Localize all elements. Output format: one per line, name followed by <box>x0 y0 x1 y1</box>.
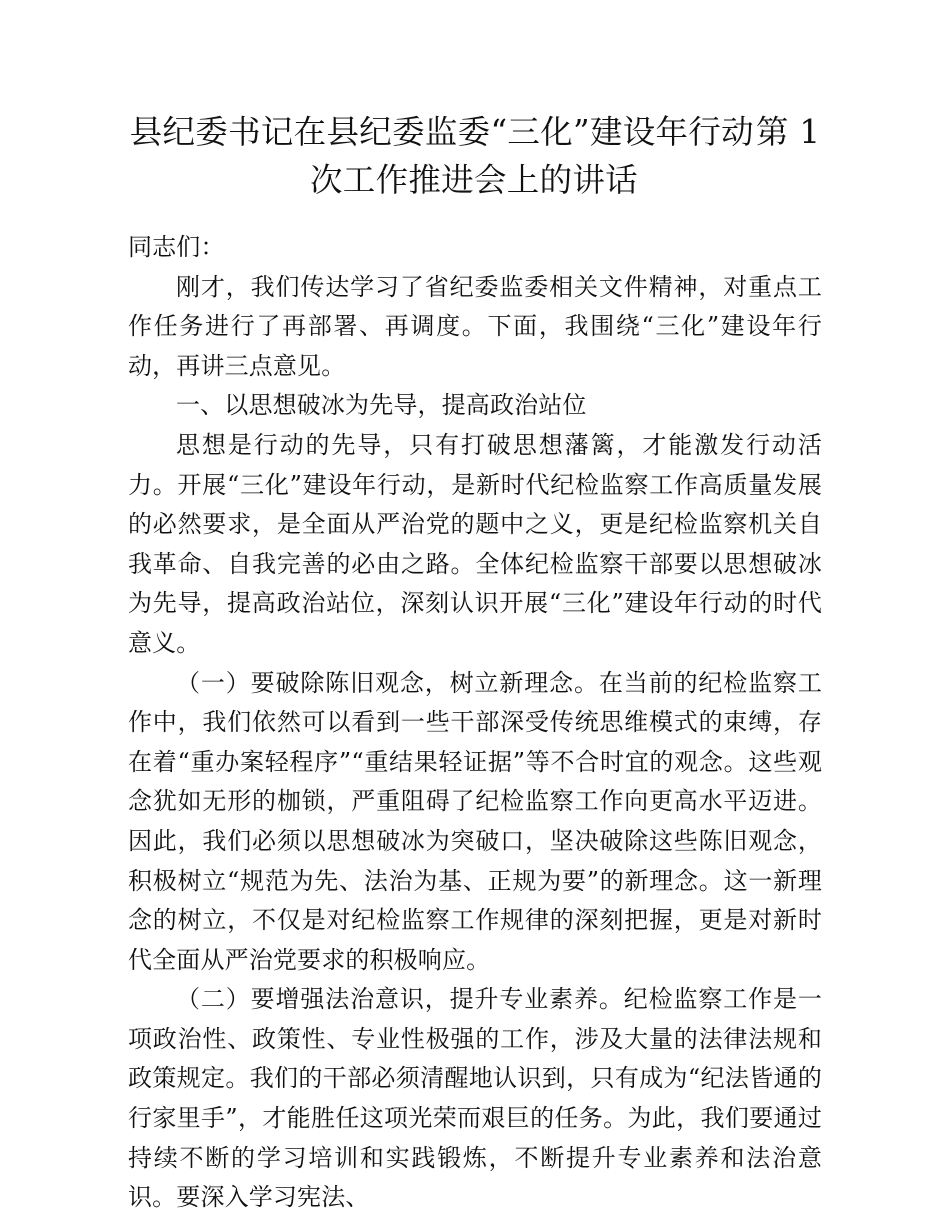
document-body <box>128 0 822 1218</box>
title-line-1: 县纪委书记在县纪委监委“三化”建设年行动 <box>129 113 754 151</box>
title-line-2: 第 1 次工作推进会上的讲话 <box>309 113 821 199</box>
page-title <box>128 0 822 204</box>
paragraph-section-1-intro: 思想是行动的先导，只有打破思想藩篱，才能激发行动活力。开展“三化”建设年行动，是新时代纪检监察工作高质量发展的必然要求，是全面从严治党的题中之义，更是纪检监察机关自我革命、自我完善的必由之路。全体纪检监察干部要以思想破冰为先导，提高政治站位，深刻认识开展“三化”建设年行动的时代意义。 <box>128 430 822 657</box>
heading-section-1: 一、以思想破冰为先导，提高政治站位 <box>176 391 587 420</box>
paragraph-section-1-item-2: （二）要增强法治意识，提升专业素养。纪检监察工作是一项政治性、政策性、专业性极强的工作，涉及大量的法律法规和政策规定。我们的干部必须清醒地认识到，只有成为“纪法皆通的行家里手”，才能胜任这项光荣而艰巨的任务。为此，我们要通过持续不断的学习培训和实践锻炼，不断提升专业素养和法治意识。要深入学习宪法、 <box>128 985 822 1212</box>
paragraph-section-1-item-1: （一）要破除陈旧观念，树立新理念。在当前的纪检监察工作中，我们依然可以看到一些干部深受传统思维模式的束缚，存在着“重办案轻程序”“重结果轻证据”等不合时宜的观念。这些观念犹如无形的枷锁，严重阻碍了纪检监察工作向更高水平迈进。因此，我们必须以思想破冰为突破口，坚决破除这些陈旧观念，积极树立“规范为先、法治为基、正规为要”的新理念。这一新理念的树立，不仅是对纪检监察工作规律的深刻把握，更是对新时代全面从严治党要求的积极响应。 <box>128 668 822 974</box>
paragraph-salutation: 同志们： <box>128 233 225 261</box>
paragraph-opening: 刚才，我们传达学习了省纪委监委相关文件精神，对重点工作任务进行了再部署、再调度。下面，我围绕“三化”建设年行动，再讲三点意见。 <box>128 272 822 380</box>
